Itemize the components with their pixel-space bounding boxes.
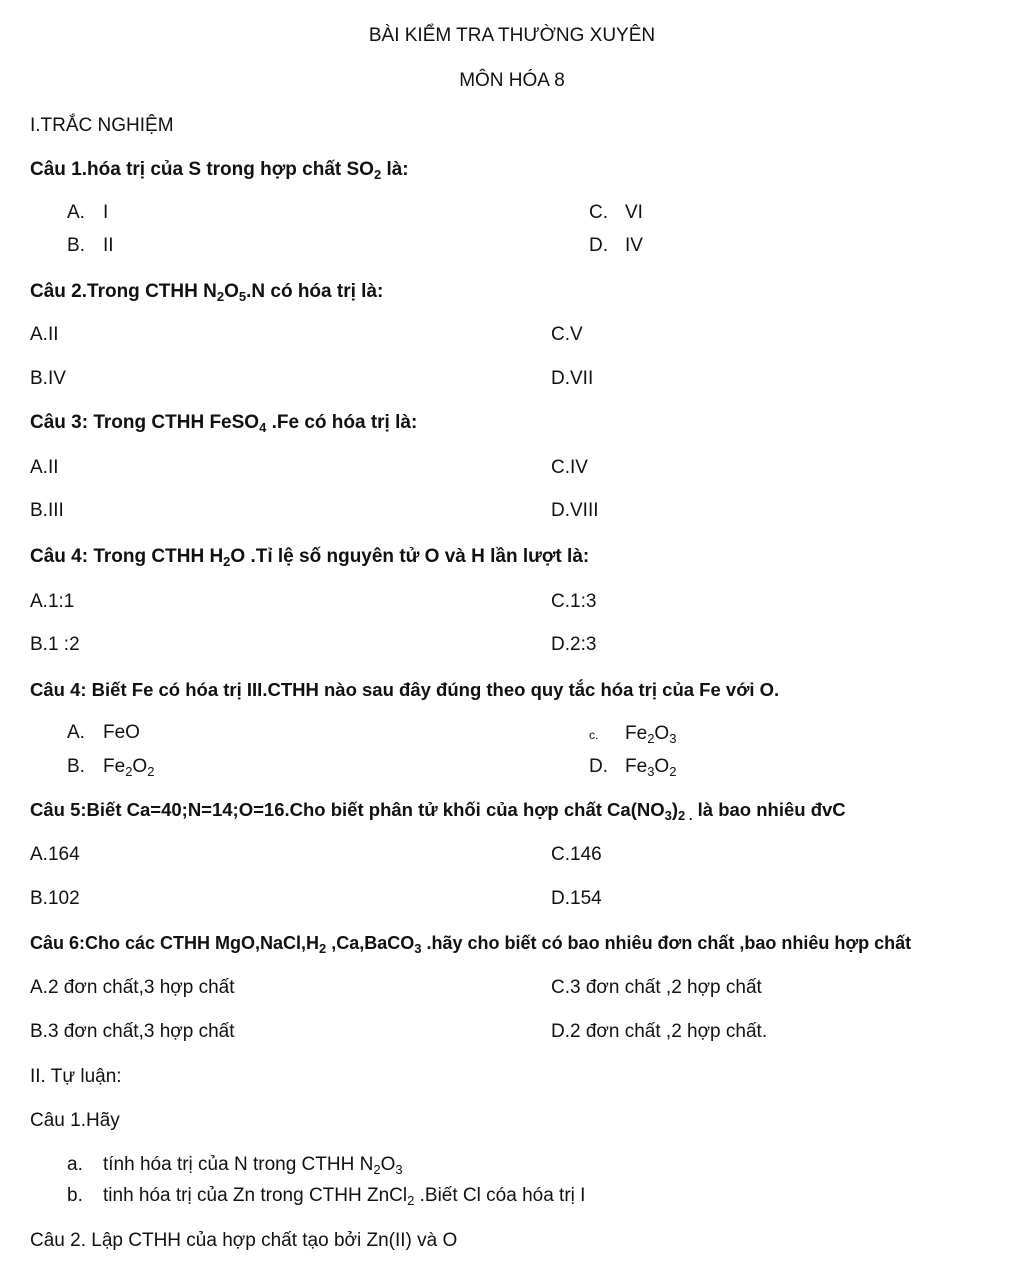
q4b-option-a: A. FeO — [67, 722, 140, 743]
q1-option-a: A. I — [67, 202, 109, 223]
q3-option-a: A.II — [30, 457, 59, 478]
q5-option-a: A.164 — [30, 844, 80, 865]
question-4: Câu 4: Trong CTHH $H_2O$ .Tỉ lệ số nguyên tử O và H lần lượt là: — [30, 546, 590, 569]
q3-option-b: B.III — [30, 500, 64, 521]
question-4b: Câu 4: Biết Fe có hóa trị III.CTHH nào sau đây đúng theo quy tắc hóa trị của Fe với O. — [30, 679, 780, 700]
q4b-option-d: D. $Fe_3O_2$ — [589, 756, 677, 779]
q3-option-d: D.VIII — [551, 500, 599, 521]
section-multiple-choice: I.TRẮC NGHIỆM — [30, 115, 174, 136]
q2-option-a: A.II — [30, 324, 59, 345]
question-2: Câu 2.Trong CTHH $N_2O_5.N$ có hóa trị là: — [30, 281, 384, 304]
q4b-option-b: B. $Fe_2O_2$ — [67, 756, 155, 779]
q6-option-b: B.3 đơn chất,3 hợp chất — [30, 1021, 235, 1042]
essay-question-2: Câu 2. Lập CTHH của hợp chất tạo bởi Zn(II) và O — [30, 1230, 458, 1251]
question-6: Câu 6:Cho các CTHH $MgO,NaCl,H_2$ ,Ca,BaCO$_3$ .hãy cho biết có bao nhiêu đơn chất ,bao nhiêu hợp chất — [30, 933, 912, 956]
q2-option-c: C.V — [551, 324, 583, 345]
q6-option-c: C.3 đơn chất ,2 hợp chất — [551, 977, 762, 998]
q4-option-d: D.2:3 — [551, 634, 597, 655]
q3-option-c: C.IV — [551, 457, 588, 478]
q1-option-b: B. II — [67, 235, 114, 256]
essay-1-part-a: a. tính hóa trị của N trong CTHH $N_2O_3$ — [67, 1154, 403, 1177]
q4-option-a: A.1:1 — [30, 591, 75, 612]
question-1: Câu 1.hóa trị của S trong hợp chất $SO_2$ là: — [30, 159, 409, 182]
q6-option-a: A.2 đơn chất,3 hợp chất — [30, 977, 235, 998]
q6-option-d: D.2 đơn chất ,2 hợp chất. — [551, 1021, 768, 1042]
q5-option-c: C.146 — [551, 844, 602, 865]
q4-option-b: B.1 :2 — [30, 634, 80, 655]
q1-option-d: D. IV — [589, 235, 643, 256]
q4-option-c: C.1:3 — [551, 591, 597, 612]
question-3: Câu 3: Trong CTHH FeSO$_4$ .Fe có hóa trị là: — [30, 412, 418, 435]
essay-1-part-b: b. tinh hóa trị của Zn trong CTHH ZnCl$_2$ .Biết Cl cóa hóa trị I — [67, 1185, 586, 1208]
q4b-option-c: c. $Fe_2O_3$ — [589, 723, 677, 746]
q5-option-d: D.154 — [551, 888, 602, 909]
essay-question-1: Câu 1.Hãy — [30, 1110, 120, 1131]
q1-option-c: C. VI — [589, 202, 643, 223]
section-essay: II. Tự luận: — [30, 1066, 122, 1087]
question-5: Câu 5:Biết Ca=40;N=14;O=16.Cho biết phân tử khối của hợp chất $Ca(NO_3)_{2 .}$ là bao nhiêu đvC — [30, 799, 846, 823]
q5-option-b: B.102 — [30, 888, 80, 909]
q2-option-d: D.VII — [551, 368, 594, 389]
page-title: BÀI KIỂM TRA THƯỜNG XUYÊN — [368, 25, 656, 46]
subject-title: MÔN HÓA 8 — [459, 70, 565, 91]
q2-option-b: B.IV — [30, 368, 66, 389]
